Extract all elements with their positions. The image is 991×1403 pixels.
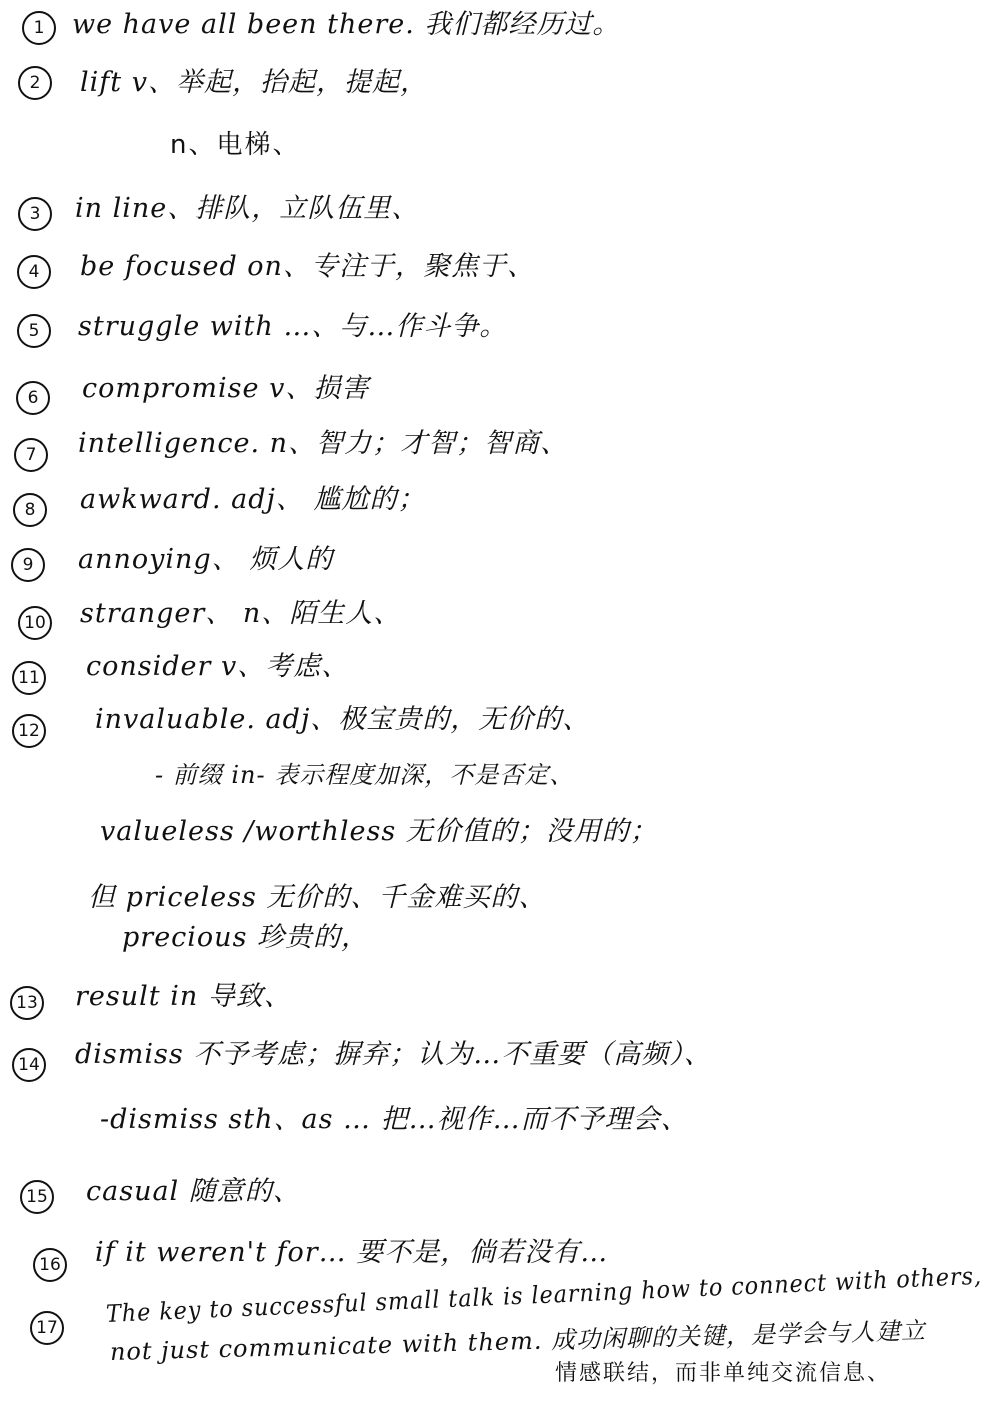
note-line: annoying、 烦人的 [78, 544, 334, 575]
note-line: dismiss 不予考虑；摒弃；认为…不重要（高频）、 [75, 1039, 712, 1070]
note-line: in line、排队，立队伍里、 [75, 193, 420, 224]
item-number: 3 [18, 197, 52, 231]
note-line: compromise v、损害 [82, 373, 370, 404]
item-number: 17 [30, 1311, 64, 1345]
item-number: 5 [17, 314, 51, 348]
note-line: - 前缀 in- 表示程度加深，不是否定、 [155, 761, 575, 789]
item-number: 6 [16, 381, 50, 415]
note-line: precious 珍贵的， [122, 922, 370, 953]
item-number: 2 [18, 66, 52, 100]
item-number: 16 [33, 1248, 67, 1282]
item-number: 9 [11, 548, 45, 582]
note-line: casual 随意的、 [86, 1176, 301, 1207]
note-line: we have all been there. 我们都经历过。 [72, 9, 621, 40]
note-line: valueless /worthless 无价值的；没用的； [100, 816, 658, 847]
note-line: The key to successful small talk is learning how to connect with others, [105, 1261, 983, 1328]
item-number: 12 [12, 714, 46, 748]
note-line: result in 导致、 [75, 981, 292, 1012]
note-line: invaluable. adj、极宝贵的，无价的、 [95, 704, 591, 735]
item-number: 4 [17, 255, 51, 289]
note-line: 情感联结，而非单纯交流信息、 [555, 1361, 892, 1386]
item-number: 14 [12, 1048, 46, 1082]
item-number: 1 [22, 11, 56, 45]
note-line: not just communicate with them. 成功闲聊的关键，是学会与人建立 [109, 1316, 927, 1366]
note-line: if it weren't for… 要不是，倘若没有… [95, 1237, 609, 1268]
note-line: lift v、举起，抬起，提起， [80, 67, 428, 98]
note-line: intelligence. n、智力；才智；智商、 [78, 428, 569, 459]
item-number: 15 [20, 1180, 54, 1214]
item-number: 8 [13, 493, 47, 527]
note-line: -dismiss sth、as … 把…视作…而不予理会、 [100, 1104, 689, 1135]
note-line: struggle with …、与…作斗争。 [78, 311, 508, 342]
note-line: n、电梯、 [170, 130, 301, 160]
item-number: 11 [12, 661, 46, 695]
note-line: 但 priceless 无价的、千金难买的、 [88, 882, 547, 913]
note-line: be focused on、专注于，聚焦于、 [80, 251, 535, 282]
item-number: 7 [14, 438, 48, 472]
note-line: consider v、考虑、 [86, 651, 350, 682]
item-number: 13 [10, 986, 44, 1020]
note-line: awkward. adj、 尴尬的； [80, 484, 426, 515]
item-number: 10 [18, 606, 52, 640]
note-line: stranger、 n、陌生人、 [80, 598, 402, 629]
